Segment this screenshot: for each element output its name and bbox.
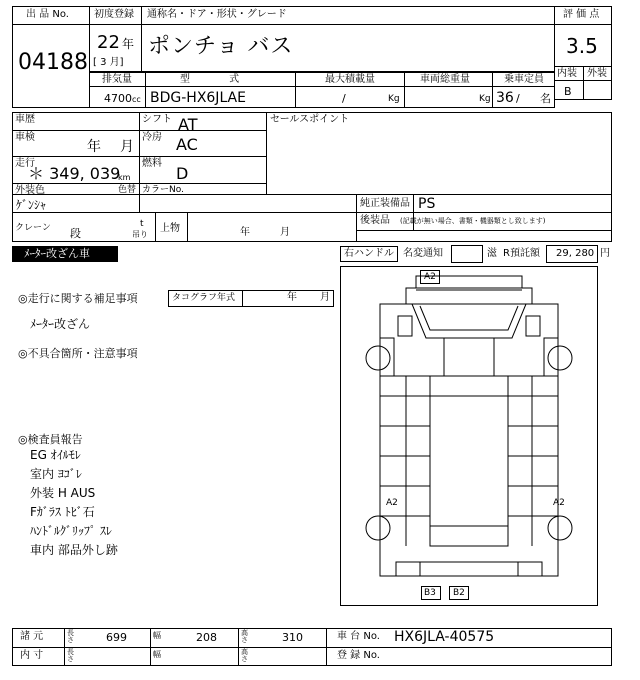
inspection-month-unit: 月 [120,139,134,155]
aftermarket-label: 後装品 [360,215,390,226]
inspection-label: 車検 [15,132,35,143]
rhd-label: 右ハンドル [344,248,394,259]
tacho-month: 月 [320,292,330,303]
fuel-value: D [176,164,189,183]
inspector-line: ﾊﾝﾄﾞﾙｸﾞﾘｯﾌﾟ ｽﾚ [30,524,112,538]
defects-label: ◎不具合箇所・注意事項 [18,347,138,360]
length-value: 699 [106,631,127,644]
width-value: 208 [196,631,217,644]
crane-hang: 吊り [132,230,148,239]
displacement-label: 排気量 [102,74,132,85]
lot-label: 出 品 No. [26,9,69,20]
sales-points-label: セールスポイント [270,114,350,125]
tacho-label: タコグラフ年式 [172,293,236,303]
gross-weight-unit: Kg [479,94,491,104]
crane-ton: t [140,219,144,229]
inspector-line: EG ｵｲﾙﾓﾚ [30,448,81,462]
capacity-slash: / [516,92,520,105]
chassis-value: HX6JLA-40575 [394,629,495,645]
capacity-label: 乗車定員 [504,74,544,85]
recycle-value: 29, 280 [556,248,595,259]
registration-label: 登 録 No. [337,650,380,661]
length-label: 長さ [67,629,74,644]
overdue-label: 滋 [487,248,497,259]
inner-height-label: 高さ [241,648,248,663]
inspector-line: 外装 H AUS [30,486,96,500]
ext-color-label: 外装色 [15,185,45,196]
height-value: 310 [282,631,303,644]
score-value: 3.5 [566,34,598,58]
exterior-label: 外装 [587,68,607,79]
shift-label: シフト [142,114,172,125]
inspector-line: 車内 部品外し跡 [30,543,118,557]
mileage-label: 走行 [15,158,35,169]
inner-label: 内 寸 [20,650,44,661]
ac-value: AC [176,135,198,154]
height-label: 高さ [241,629,248,644]
mileage-unit: km [118,173,131,182]
damage-mark-label: A2 [386,498,398,508]
equipment-label: 純正装備品 [360,198,410,209]
upper-year: 年 [240,227,250,238]
model-label: 型 式 [180,74,258,85]
mileage-value: ＊ 349, 039 [28,164,121,183]
driving-note-label: ◎走行に関する補足事項 [18,292,138,305]
lot-number: 04188 [18,50,88,75]
displacement-value: 4700 [104,92,132,105]
damage-mark-label: B3 [424,588,436,598]
interior-label: 内装 [557,68,577,79]
color-code-label: カラーNo. [142,185,184,195]
max-load-slash: / [342,92,346,105]
recycle-label: R預託額 [503,248,540,259]
crane-label: クレーン [15,223,51,233]
inspector-line: Fｶﾞﾗｽ ﾄﾋﾞ石 [30,505,95,519]
inspector-label: ◎検査員報告 [18,433,83,446]
score-label: 評 価 点 [563,9,600,20]
car-name: ポンチョ バス [148,34,294,59]
width-label: 幅 [153,631,161,640]
aftermarket-note: (記載が無い場合、書類・機器類とし致します) [400,217,546,225]
name-label: 通称名・ドア・形状・グレード [147,9,287,20]
recycle-unit: 円 [600,248,610,259]
color-change-label: 色替 [118,185,137,195]
gross-weight-label: 車両総重量 [420,74,470,85]
interior-grade: B [564,85,572,98]
name-change-box [451,245,483,263]
max-load-unit: Kg [388,94,400,104]
ext-color-value: ｹﾞﾝｼｬ [16,198,47,212]
tacho-year: 年 [287,292,297,303]
year-unit: 年 [122,37,135,51]
capacity-value: 36 [496,90,514,106]
damage-mark-label: B2 [453,588,465,598]
tampered-banner-text: ﾒｰﾀｰ改ざん車 [24,247,90,260]
damage-mark-label: A2 [424,272,436,282]
inner-length-label: 長さ [67,648,74,663]
upper-label: 上物 [160,223,180,234]
history-label: 車歴 [15,114,35,125]
max-load-label: 最大積載量 [325,74,375,85]
crane-unit: 段 [70,227,81,240]
upper-month: 月 [280,227,290,238]
model-value: BDG-HX6JLAE [150,90,246,106]
vehicle-diagram [340,266,598,606]
ac-label: 冷房 [142,132,162,143]
first-reg-year: 22 [97,32,120,53]
fuel-label: 燃料 [142,158,162,169]
shift-value: AT [178,115,198,134]
inner-width-label: 幅 [153,650,161,659]
chassis-label: 車 台 No. [337,631,380,642]
first-reg-label: 初度登録 [94,9,134,20]
name-change-label: 名変通知 [403,248,443,259]
inspector-line: 室内 ﾖｺﾞﾚ [30,467,82,481]
inspection-year-unit: 年 [87,139,101,155]
capacity-unit: 名 [540,92,551,105]
first-reg-month: [ 3 月] [93,57,124,68]
driving-note: ﾒｰﾀｰ改ざん [30,317,91,331]
spec-label: 諸 元 [20,631,44,642]
cc-unit: cc [132,95,141,104]
equipment-value: PS [418,196,436,212]
damage-mark-label: A2 [553,498,565,508]
